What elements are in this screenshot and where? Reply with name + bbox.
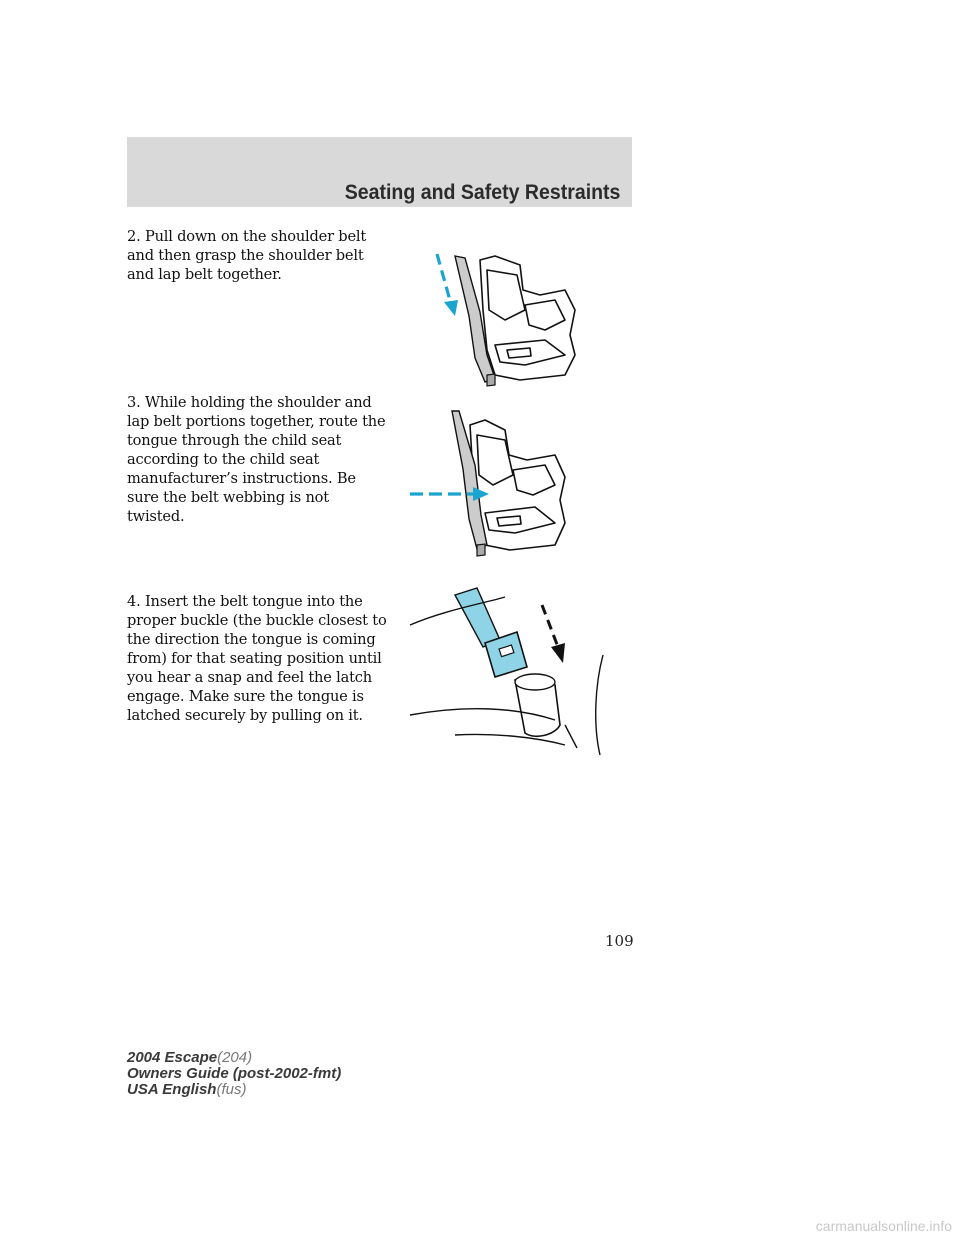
- document-footer: [127, 1050, 341, 1098]
- footer-model-code: (204): [217, 1049, 253, 1066]
- section-title: Seating and Safety Restraints: [344, 181, 620, 204]
- footer-language-code: (fus): [216, 1081, 247, 1098]
- child-seat-route-tongue-illustration: [405, 405, 580, 560]
- child-seat-pull-belt-illustration: [425, 250, 590, 390]
- section-header-band: [127, 137, 632, 207]
- step-3-text: 3. While holding the shoulder and lap belt portions together, route the tongue through the child seat according to the child seat manufacturer’s instructions. Be sure the belt webbing is not twisted.: [127, 394, 386, 525]
- footer-model: 2004 Escape: [127, 1049, 218, 1066]
- footer-language: USA English: [127, 1081, 217, 1098]
- footer-line-3: [127, 1082, 341, 1098]
- page-number: 109: [605, 932, 634, 950]
- footer-line-1: [127, 1050, 341, 1066]
- buckle-insert-tongue-illustration: [405, 585, 605, 760]
- footer-line-2: [127, 1066, 341, 1082]
- step-4-text: 4. Insert the belt tongue into the proper buckle (the buckle closest to the direction the tongue is coming from) for that seating position until you hear a snap and feel the latch engage. Make sure the tongue is latched securely by pulling on it.: [127, 593, 387, 724]
- footer-guide: Owners Guide (post-2002-fmt): [127, 1065, 342, 1082]
- step-2-text: 2. Pull down on the shoulder belt and then grasp the shoulder belt and lap belt together.: [127, 228, 367, 283]
- watermark-text: carmanualsonline.info: [815, 1218, 952, 1234]
